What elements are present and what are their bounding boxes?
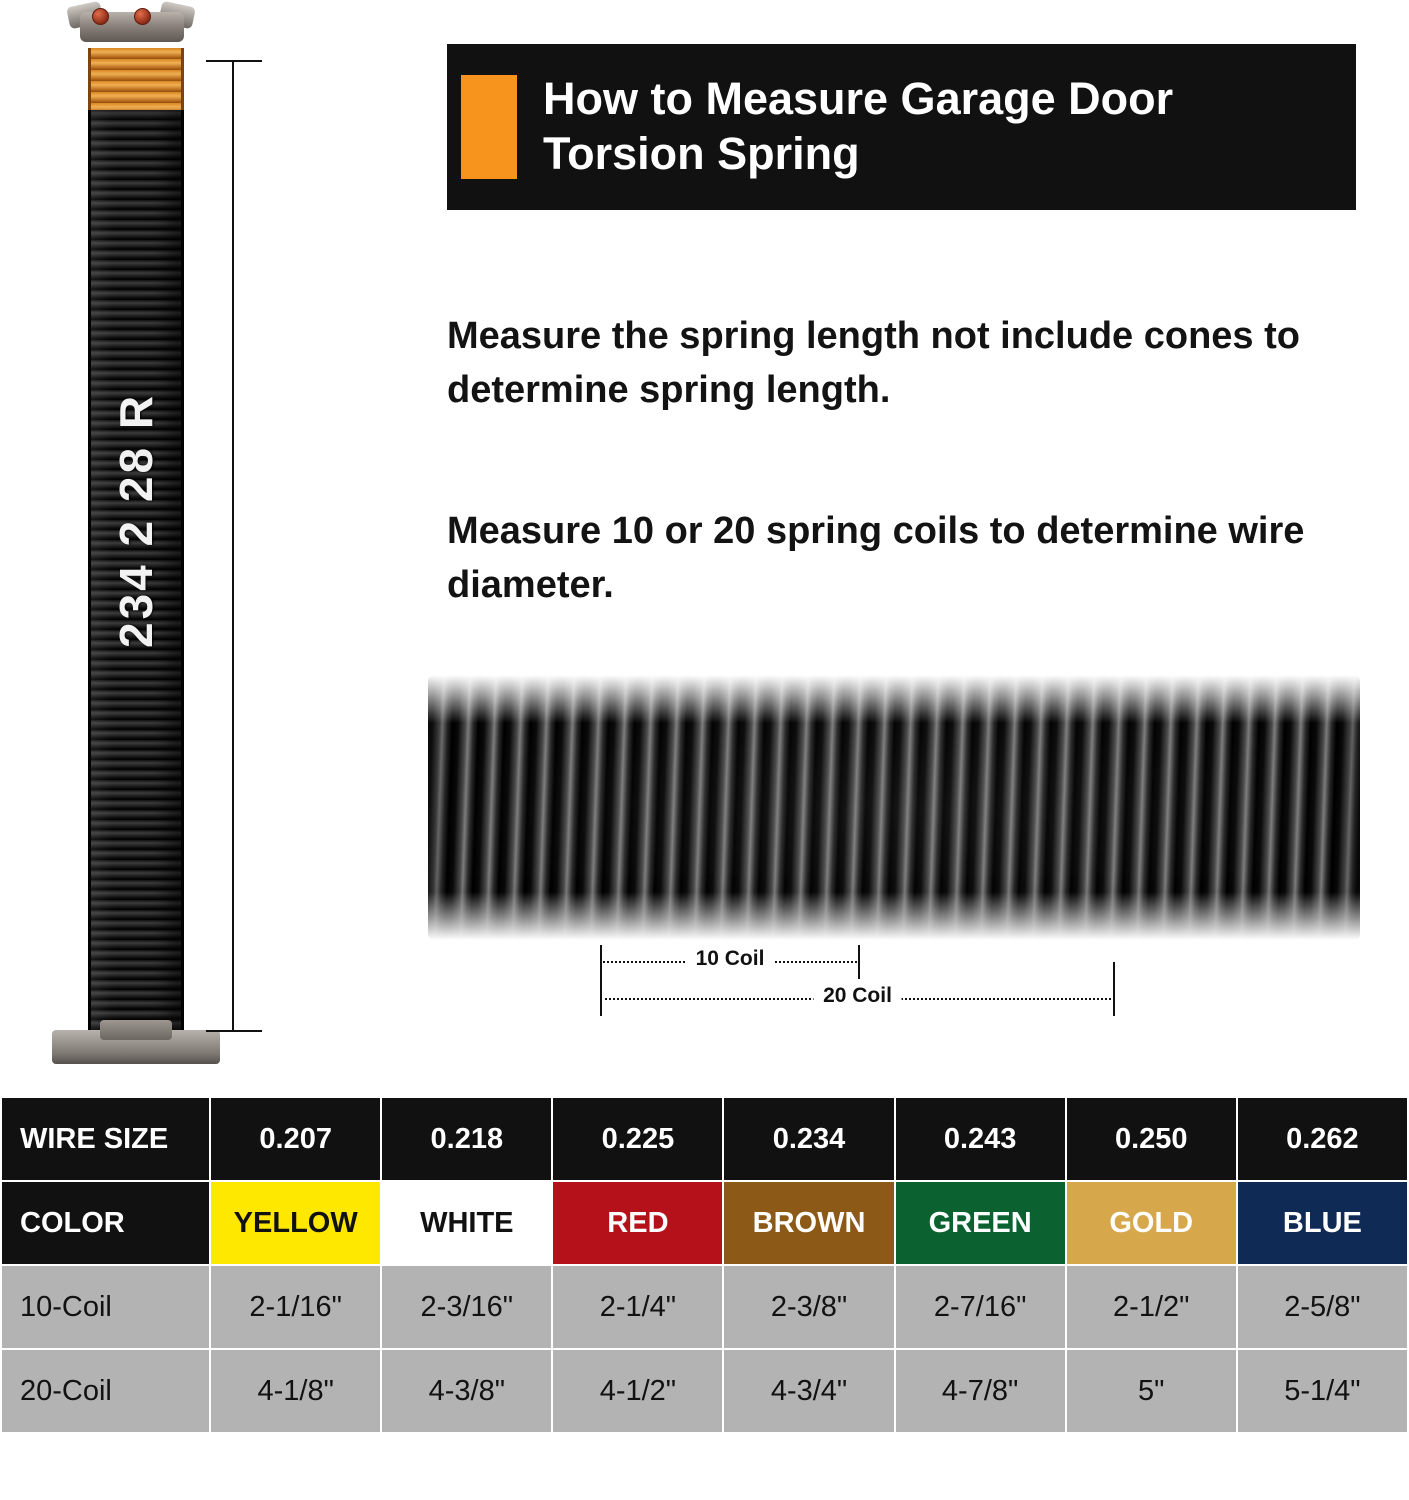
table-row-20-coil: [1, 1349, 1408, 1433]
cell-color-3: RED: [552, 1181, 723, 1265]
coil-closeup-photo: [428, 675, 1360, 940]
cell-20-coil-1: 4-1/8": [210, 1349, 381, 1433]
length-measure-tick-top: [206, 60, 262, 62]
cell-wire-size-3: 0.225: [552, 1097, 723, 1181]
closeup-fade-bottom: [428, 892, 1360, 940]
page-title-line-1: How to Measure Garage Door: [543, 73, 1174, 125]
cell-20-coil-4: 4-3/4": [723, 1349, 894, 1433]
cell-wire-size-1: 0.207: [210, 1097, 381, 1181]
cell-color-4: BROWN: [723, 1181, 894, 1265]
cell-wire-size-7: 0.262: [1237, 1097, 1408, 1181]
cell-10-coil-4: 2-3/8": [723, 1265, 894, 1349]
page-title: [543, 72, 1189, 182]
length-measure-tick-bottom: [206, 1030, 262, 1032]
cell-wire-size-5: 0.243: [895, 1097, 1066, 1181]
cell-wire-size-4: 0.234: [723, 1097, 894, 1181]
stationary-cone-plate: [52, 1030, 220, 1064]
cell-10-coil-2: 2-3/16": [381, 1265, 552, 1349]
dimension-20-label: 20 Coil: [813, 984, 902, 1008]
cell-10-coil-6: 2-1/2": [1066, 1265, 1237, 1349]
instruction-text-2: Measure 10 or 20 spring coils to determine wire diameter.: [447, 510, 1305, 606]
cell-10-coil-5: 2-7/16": [895, 1265, 1066, 1349]
dimension-10-coil: [600, 945, 860, 979]
cell-20-coil-5: 4-7/8": [895, 1349, 1066, 1433]
row-header-10-coil: 10-Coil: [1, 1265, 210, 1349]
title-accent-block: [461, 75, 517, 179]
spring-marking-label: 234 2 28 R: [110, 392, 162, 648]
set-screw-icon: [134, 8, 151, 25]
closeup-fade-top: [428, 675, 1360, 723]
length-measure-line: [232, 60, 234, 1030]
cell-20-coil-7: 5-1/4": [1237, 1349, 1408, 1433]
spring-illustration: [0, 0, 300, 1090]
row-header-wire-size: WIRE SIZE: [1, 1097, 210, 1181]
cell-color-1: YELLOW: [210, 1181, 381, 1265]
dimension-20-cap-left: [600, 962, 602, 1016]
dimension-10-label: 10 Coil: [686, 947, 775, 971]
cell-color-6: GOLD: [1066, 1181, 1237, 1265]
cell-color-2: WHITE: [381, 1181, 552, 1265]
cell-20-coil-3: 4-1/2": [552, 1349, 723, 1433]
cell-20-coil-2: 4-3/8": [381, 1349, 552, 1433]
winding-cone-icon: [62, 4, 202, 52]
dimension-10-cap-right: [858, 945, 860, 979]
table-row-color: [1, 1181, 1408, 1265]
cell-10-coil-7: 2-5/8": [1237, 1265, 1408, 1349]
cell-10-coil-3: 2-1/4": [552, 1265, 723, 1349]
row-header-20-coil: 20-Coil: [1, 1349, 210, 1433]
table-row-wire-size: [1, 1097, 1408, 1181]
row-header-color: COLOR: [1, 1181, 210, 1265]
wire-size-color-table: [0, 1096, 1409, 1434]
dimension-20-coil: [600, 982, 1115, 1016]
table-row-10-coil: [1, 1265, 1408, 1349]
set-screw-icon: [92, 8, 109, 25]
cone-hub: [100, 1020, 172, 1040]
cell-20-coil-6: 5": [1066, 1349, 1237, 1433]
spring-coil-orange-band: [88, 48, 184, 110]
dimension-20-cap-right: [1113, 962, 1115, 1016]
instruction-text-1: Measure the spring length not include cones to determine spring length.: [447, 315, 1300, 411]
cell-color-5: GREEN: [895, 1181, 1066, 1265]
cell-10-coil-1: 2-1/16": [210, 1265, 381, 1349]
cell-color-7: BLUE: [1237, 1181, 1408, 1265]
page-title-line-2: Torsion Spring: [543, 128, 860, 179]
cell-wire-size-6: 0.250: [1066, 1097, 1237, 1181]
title-bar: [447, 44, 1356, 210]
cell-wire-size-2: 0.218: [381, 1097, 552, 1181]
